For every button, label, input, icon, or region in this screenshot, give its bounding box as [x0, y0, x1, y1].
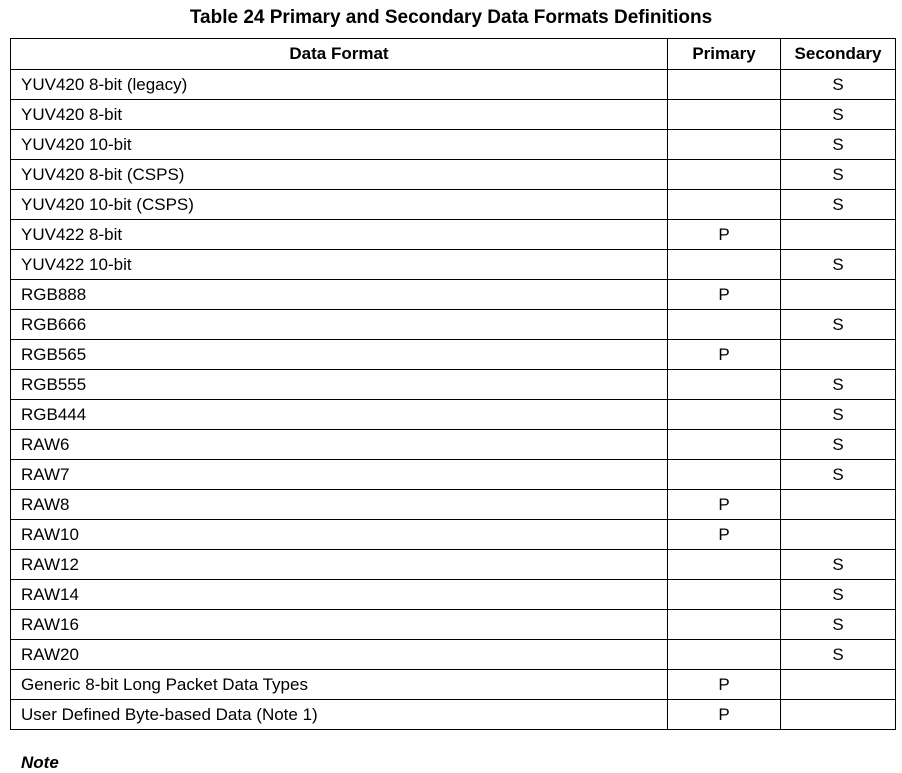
primary-cell	[668, 190, 781, 220]
data-format-cell: YUV420 8-bit (legacy)	[11, 70, 668, 100]
primary-cell	[668, 580, 781, 610]
secondary-cell	[781, 490, 896, 520]
secondary-cell	[781, 670, 896, 700]
secondary-cell: S	[781, 100, 896, 130]
data-format-cell: RGB565	[11, 340, 668, 370]
primary-cell	[668, 310, 781, 340]
data-format-cell: RAW12	[11, 550, 668, 580]
primary-cell	[668, 370, 781, 400]
secondary-cell: S	[781, 70, 896, 100]
table-row	[11, 160, 896, 190]
secondary-cell: S	[781, 250, 896, 280]
primary-cell: P	[668, 220, 781, 250]
table-row	[11, 100, 896, 130]
table-row	[11, 700, 896, 730]
data-format-cell: User Defined Byte-based Data (Note 1)	[11, 700, 668, 730]
secondary-cell: S	[781, 190, 896, 220]
header-primary: Primary	[668, 39, 781, 70]
secondary-cell: S	[781, 370, 896, 400]
primary-cell	[668, 550, 781, 580]
header-secondary: Secondary	[781, 39, 896, 70]
primary-cell: P	[668, 490, 781, 520]
table-row	[11, 430, 896, 460]
table-row	[11, 400, 896, 430]
secondary-cell: S	[781, 310, 896, 340]
secondary-cell: S	[781, 160, 896, 190]
primary-cell	[668, 130, 781, 160]
table-row	[11, 310, 896, 340]
primary-cell: P	[668, 700, 781, 730]
secondary-cell: S	[781, 430, 896, 460]
table-row	[11, 520, 896, 550]
data-format-cell: RAW20	[11, 640, 668, 670]
secondary-cell	[781, 520, 896, 550]
notes-heading: Note	[21, 753, 59, 772]
primary-cell	[668, 400, 781, 430]
secondary-cell	[781, 280, 896, 310]
data-format-cell: YUV420 10-bit (CSPS)	[11, 190, 668, 220]
data-format-cell: RAW10	[11, 520, 668, 550]
data-format-cell: Generic 8-bit Long Packet Data Types	[11, 670, 668, 700]
data-format-cell: RGB444	[11, 400, 668, 430]
primary-cell	[668, 250, 781, 280]
primary-cell	[668, 640, 781, 670]
data-format-cell: RAW8	[11, 490, 668, 520]
table-row	[11, 640, 896, 670]
secondary-cell: S	[781, 640, 896, 670]
primary-cell: P	[668, 280, 781, 310]
primary-cell: P	[668, 670, 781, 700]
table-caption: Table 24 Primary and Secondary Data Formats Definitions	[189, 7, 713, 28]
data-format-cell: YUV420 8-bit (CSPS)	[11, 160, 668, 190]
secondary-cell: S	[781, 550, 896, 580]
secondary-cell: S	[781, 400, 896, 430]
table-row	[11, 190, 896, 220]
table-row	[11, 70, 896, 100]
data-format-cell: RAW6	[11, 430, 668, 460]
data-format-cell: YUV422 10-bit	[11, 250, 668, 280]
secondary-cell	[781, 220, 896, 250]
primary-cell: P	[668, 520, 781, 550]
primary-cell	[668, 100, 781, 130]
table-row	[11, 610, 896, 640]
table-row	[11, 250, 896, 280]
data-format-cell: RGB555	[11, 370, 668, 400]
table-row	[11, 370, 896, 400]
data-format-cell: RAW7	[11, 460, 668, 490]
table-row	[11, 670, 896, 700]
table-header	[11, 39, 896, 70]
header-row	[11, 39, 896, 70]
secondary-cell: S	[781, 610, 896, 640]
table-body	[11, 70, 896, 730]
secondary-cell	[781, 700, 896, 730]
data-formats-table	[10, 38, 896, 730]
data-format-cell: YUV420 8-bit	[11, 100, 668, 130]
header-data-format: Data Format	[11, 39, 668, 70]
data-format-cell: YUV422 8-bit	[11, 220, 668, 250]
data-format-cell: YUV420 10-bit	[11, 130, 668, 160]
table-row	[11, 220, 896, 250]
table-row	[11, 490, 896, 520]
data-format-cell: RAW16	[11, 610, 668, 640]
secondary-cell: S	[781, 130, 896, 160]
primary-cell	[668, 160, 781, 190]
table-row	[11, 580, 896, 610]
data-format-cell: RAW14	[11, 580, 668, 610]
data-format-cell: RGB888	[11, 280, 668, 310]
primary-cell	[668, 430, 781, 460]
primary-cell	[668, 610, 781, 640]
table-row	[11, 550, 896, 580]
secondary-cell: S	[781, 580, 896, 610]
data-format-cell: RGB666	[11, 310, 668, 340]
secondary-cell: S	[781, 460, 896, 490]
table-row	[11, 460, 896, 490]
secondary-cell	[781, 340, 896, 370]
primary-cell	[668, 460, 781, 490]
table-row	[11, 280, 896, 310]
primary-cell: P	[668, 340, 781, 370]
table-row	[11, 130, 896, 160]
table-row	[11, 340, 896, 370]
primary-cell	[668, 70, 781, 100]
